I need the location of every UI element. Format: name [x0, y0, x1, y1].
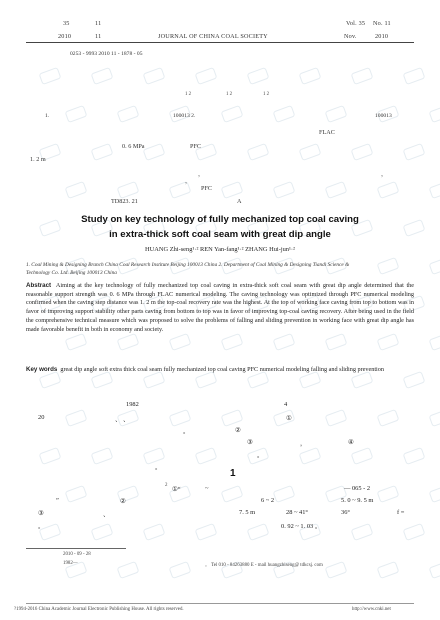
watermark-mark [221, 105, 244, 123]
watermark-mark [429, 409, 440, 427]
sec1-ref-sup: 2 [165, 483, 168, 488]
watermark-mark [429, 105, 440, 123]
watermark-mark [429, 181, 440, 199]
english-keywords [26, 366, 414, 375]
footnote-bio-year: 1982— [63, 561, 78, 566]
watermark-mark [377, 257, 400, 275]
watermark-mark [143, 523, 166, 541]
journal-name: JOURNAL OF CHINA COAL SOCIETY [158, 33, 268, 40]
watermark-mark [403, 523, 426, 541]
sec1-circ-2: ② [120, 498, 126, 505]
watermark-mark [325, 105, 348, 123]
watermark-mark [143, 143, 166, 161]
watermark-mark [273, 333, 296, 351]
watermark-mark [117, 333, 140, 351]
watermark-mark [221, 409, 244, 427]
watermark-mark [65, 409, 88, 427]
body-circ-4: ④ [348, 439, 354, 446]
watermark-mark [169, 409, 192, 427]
sec1-tilde: ~ [205, 485, 209, 492]
sec1-length: 7. 5 m [239, 509, 256, 516]
abstract-label: Abstract [26, 282, 52, 289]
watermark-mark [403, 447, 426, 465]
english-affiliation-line1: 1. Coal Mining & Designing Branch China Coal Research Institute Beijing 100013 China 2. Department of Coal Mining & Designing Tiandi Science & [26, 262, 350, 268]
watermark-mark [169, 333, 192, 351]
watermark-mark [351, 143, 374, 161]
sec1-quote-open: ①“ [172, 486, 181, 493]
watermark-mark [195, 523, 218, 541]
header-volume: Vol. 35 [346, 20, 366, 27]
copyright-site-link[interactable]: http://www.cnki.net [352, 607, 391, 612]
watermark-mark [351, 67, 374, 85]
english-title-line1: Study on key technology of fully mechanized top coal caving [81, 214, 359, 225]
watermark-mark [143, 67, 166, 85]
watermark-mark [65, 333, 88, 351]
sec1-range: 6 ~ 2 [261, 497, 275, 504]
watermark-mark [429, 333, 440, 351]
watermark-mark [351, 523, 374, 541]
sec1-quote-close: ” [56, 497, 59, 504]
watermark-mark [429, 257, 440, 275]
footnote-rule [26, 548, 126, 549]
watermark-mark [325, 409, 348, 427]
watermark-mark [403, 143, 426, 161]
body-dot-2: 。 [257, 452, 264, 459]
watermark-mark [273, 485, 296, 503]
watermark-mark [195, 67, 218, 85]
affil-cn-zip2: 100013 [375, 113, 392, 119]
abstract-cn-pfc: PFC [190, 143, 202, 150]
watermark-mark [143, 447, 166, 465]
body-punct: 、 、 [115, 416, 130, 423]
watermark-mark [351, 447, 374, 465]
watermark-mark [247, 523, 270, 541]
sec1-angle: 28 ~ 41° [286, 509, 308, 516]
clc-number: TD823. 21 [111, 198, 138, 205]
watermark-mark [221, 181, 244, 199]
header-rule [26, 42, 414, 43]
watermark-mark [377, 409, 400, 427]
abstract-cn-comma2: ， [381, 171, 388, 178]
abstract-cn-comma1: ， [198, 171, 205, 178]
affil-cn-num: 1. [45, 113, 50, 119]
author-sup-3: 1 2 [263, 92, 270, 97]
abstract-cn-dot: ， [185, 178, 192, 185]
watermark-mark [247, 67, 270, 85]
watermark-mark [325, 333, 348, 351]
header-year: 2010 [375, 33, 389, 40]
sec1-thickness: 5. 0 ~ 9. 5 m [341, 497, 374, 504]
watermark-mark [377, 333, 400, 351]
affil-cn-zip1: 100013 2. [173, 113, 196, 119]
abstract-cn-pressure: 0. 6 MPa [122, 143, 145, 150]
watermark-mark [91, 447, 114, 465]
watermark-mark [377, 561, 400, 579]
body-num-20: 20 [38, 414, 45, 421]
watermark-mark [221, 333, 244, 351]
watermark-mark [65, 181, 88, 199]
footnote-contact: 。 Tel 010 - 84263880 E - mail huangzhiseng@ tdkcsj. com [205, 563, 323, 568]
abstract-text: Aiming at the key technology of fully mechanized top coal caving in extra-thick soft coal seam with great dip angle determined that the reasonable support strength was 0. 6 MPa through FLAC numerical modeling. The caving technology was optimized through PFC numerical modeling confirmed when the caving step distance was 1. 2 m the top-coal recovery rate was the highest. At the top of working face caving from top to bottom was in favor of improving support stability other parts caving from bottom to top was in favor of improving top-coal caving recovery. After being used in the field the comprehensive technical measure which was proposed to solve the problems of falling and sliding prevention in working face with great dip angle has made favorable benefit in both in economy and society. [26, 282, 414, 333]
abstract-cn-pfc2: PFC [201, 185, 213, 192]
watermark-mark [247, 143, 270, 161]
sec1-angle2: 36° [341, 509, 350, 516]
english-abstract [26, 282, 414, 334]
watermark-mark [65, 485, 88, 503]
section-heading-1: 1 [230, 468, 236, 479]
watermark-mark [91, 67, 114, 85]
watermark-mark [377, 485, 400, 503]
sec1-dot: 。 [38, 523, 45, 530]
watermark-mark [429, 561, 440, 579]
english-title-line2: in extra-thick soft coal seam with great dip angle [109, 229, 331, 240]
article-id: 0253 - 9993 2010 11 - 1878 - 05 [70, 51, 143, 57]
watermark-mark [91, 523, 114, 541]
body-circ-2: ② [235, 427, 241, 434]
watermark-mark [117, 105, 140, 123]
body-count: 4 [284, 401, 288, 408]
document-code: A [237, 198, 242, 205]
abstract-cn-flac: FLAC [319, 129, 335, 136]
sec1-f-range: 0. 92 ~ 1. 03 。 [281, 523, 322, 530]
body-circ-1: ① [286, 415, 292, 422]
footnote-received: 2010 - 09 - 28 [63, 552, 91, 557]
author-sup-1: 1 2 [185, 92, 192, 97]
watermark-mark [299, 67, 322, 85]
sec1-comma: 、 [103, 511, 110, 518]
watermark-mark [377, 181, 400, 199]
watermark-mark [65, 105, 88, 123]
sec1-circ-3: ③ [38, 510, 44, 517]
body-comma: ， [300, 440, 307, 447]
watermark-mark [299, 143, 322, 161]
watermark-mark [169, 561, 192, 579]
watermark-mark [221, 485, 244, 503]
sec1-code: — 065 - 2 [344, 485, 371, 492]
watermark-mark [273, 105, 296, 123]
sec1-f-label: f = [397, 509, 405, 516]
watermark-mark [325, 561, 348, 579]
body-dot-3: 。 [155, 464, 162, 471]
watermark-mark [39, 67, 62, 85]
watermark-mark [273, 409, 296, 427]
header-no-cn: 11 [95, 20, 102, 27]
watermark-mark [273, 181, 296, 199]
keywords-text: great dip angle soft extra thick coal seam fully mechanized top coal caving PFC numerical modeling falling and sliding prevention [60, 366, 384, 373]
watermark-mark [403, 67, 426, 85]
watermark-mark [195, 447, 218, 465]
abstract-cn-distance: 1. 2 m [30, 156, 46, 163]
author-sup-2: 1 2 [226, 92, 233, 97]
body-year: 1982 [126, 401, 139, 408]
watermark-mark [429, 485, 440, 503]
keywords-label: Key words [26, 366, 58, 373]
body-dot-1: 。 [183, 428, 190, 435]
header-year-cn: 2010 [58, 33, 72, 40]
header-number: No. 11 [373, 20, 391, 27]
copyright-notice: ?1994-2016 China Academic Journal Electronic Publishing House. All rights reserved. [14, 607, 184, 612]
english-authors: HUANG Zhi-seng¹·² REN Yan-fang¹·² ZHANG Hui-jun¹·² [145, 246, 295, 253]
watermark-mark [117, 561, 140, 579]
copyright-rule [26, 603, 414, 604]
watermark-mark [299, 447, 322, 465]
watermark-mark [39, 447, 62, 465]
watermark-mark [91, 143, 114, 161]
header-no2-cn: 11 [95, 33, 102, 40]
english-affiliation-line2: Technology Co. Ltd. Beijing 100013 China [26, 270, 117, 276]
body-circ-3: ③ [247, 439, 253, 446]
header-month: Nov. [344, 33, 357, 40]
header-vol-cn: 35 [63, 20, 70, 27]
watermark-mark [117, 181, 140, 199]
watermark-mark [325, 181, 348, 199]
